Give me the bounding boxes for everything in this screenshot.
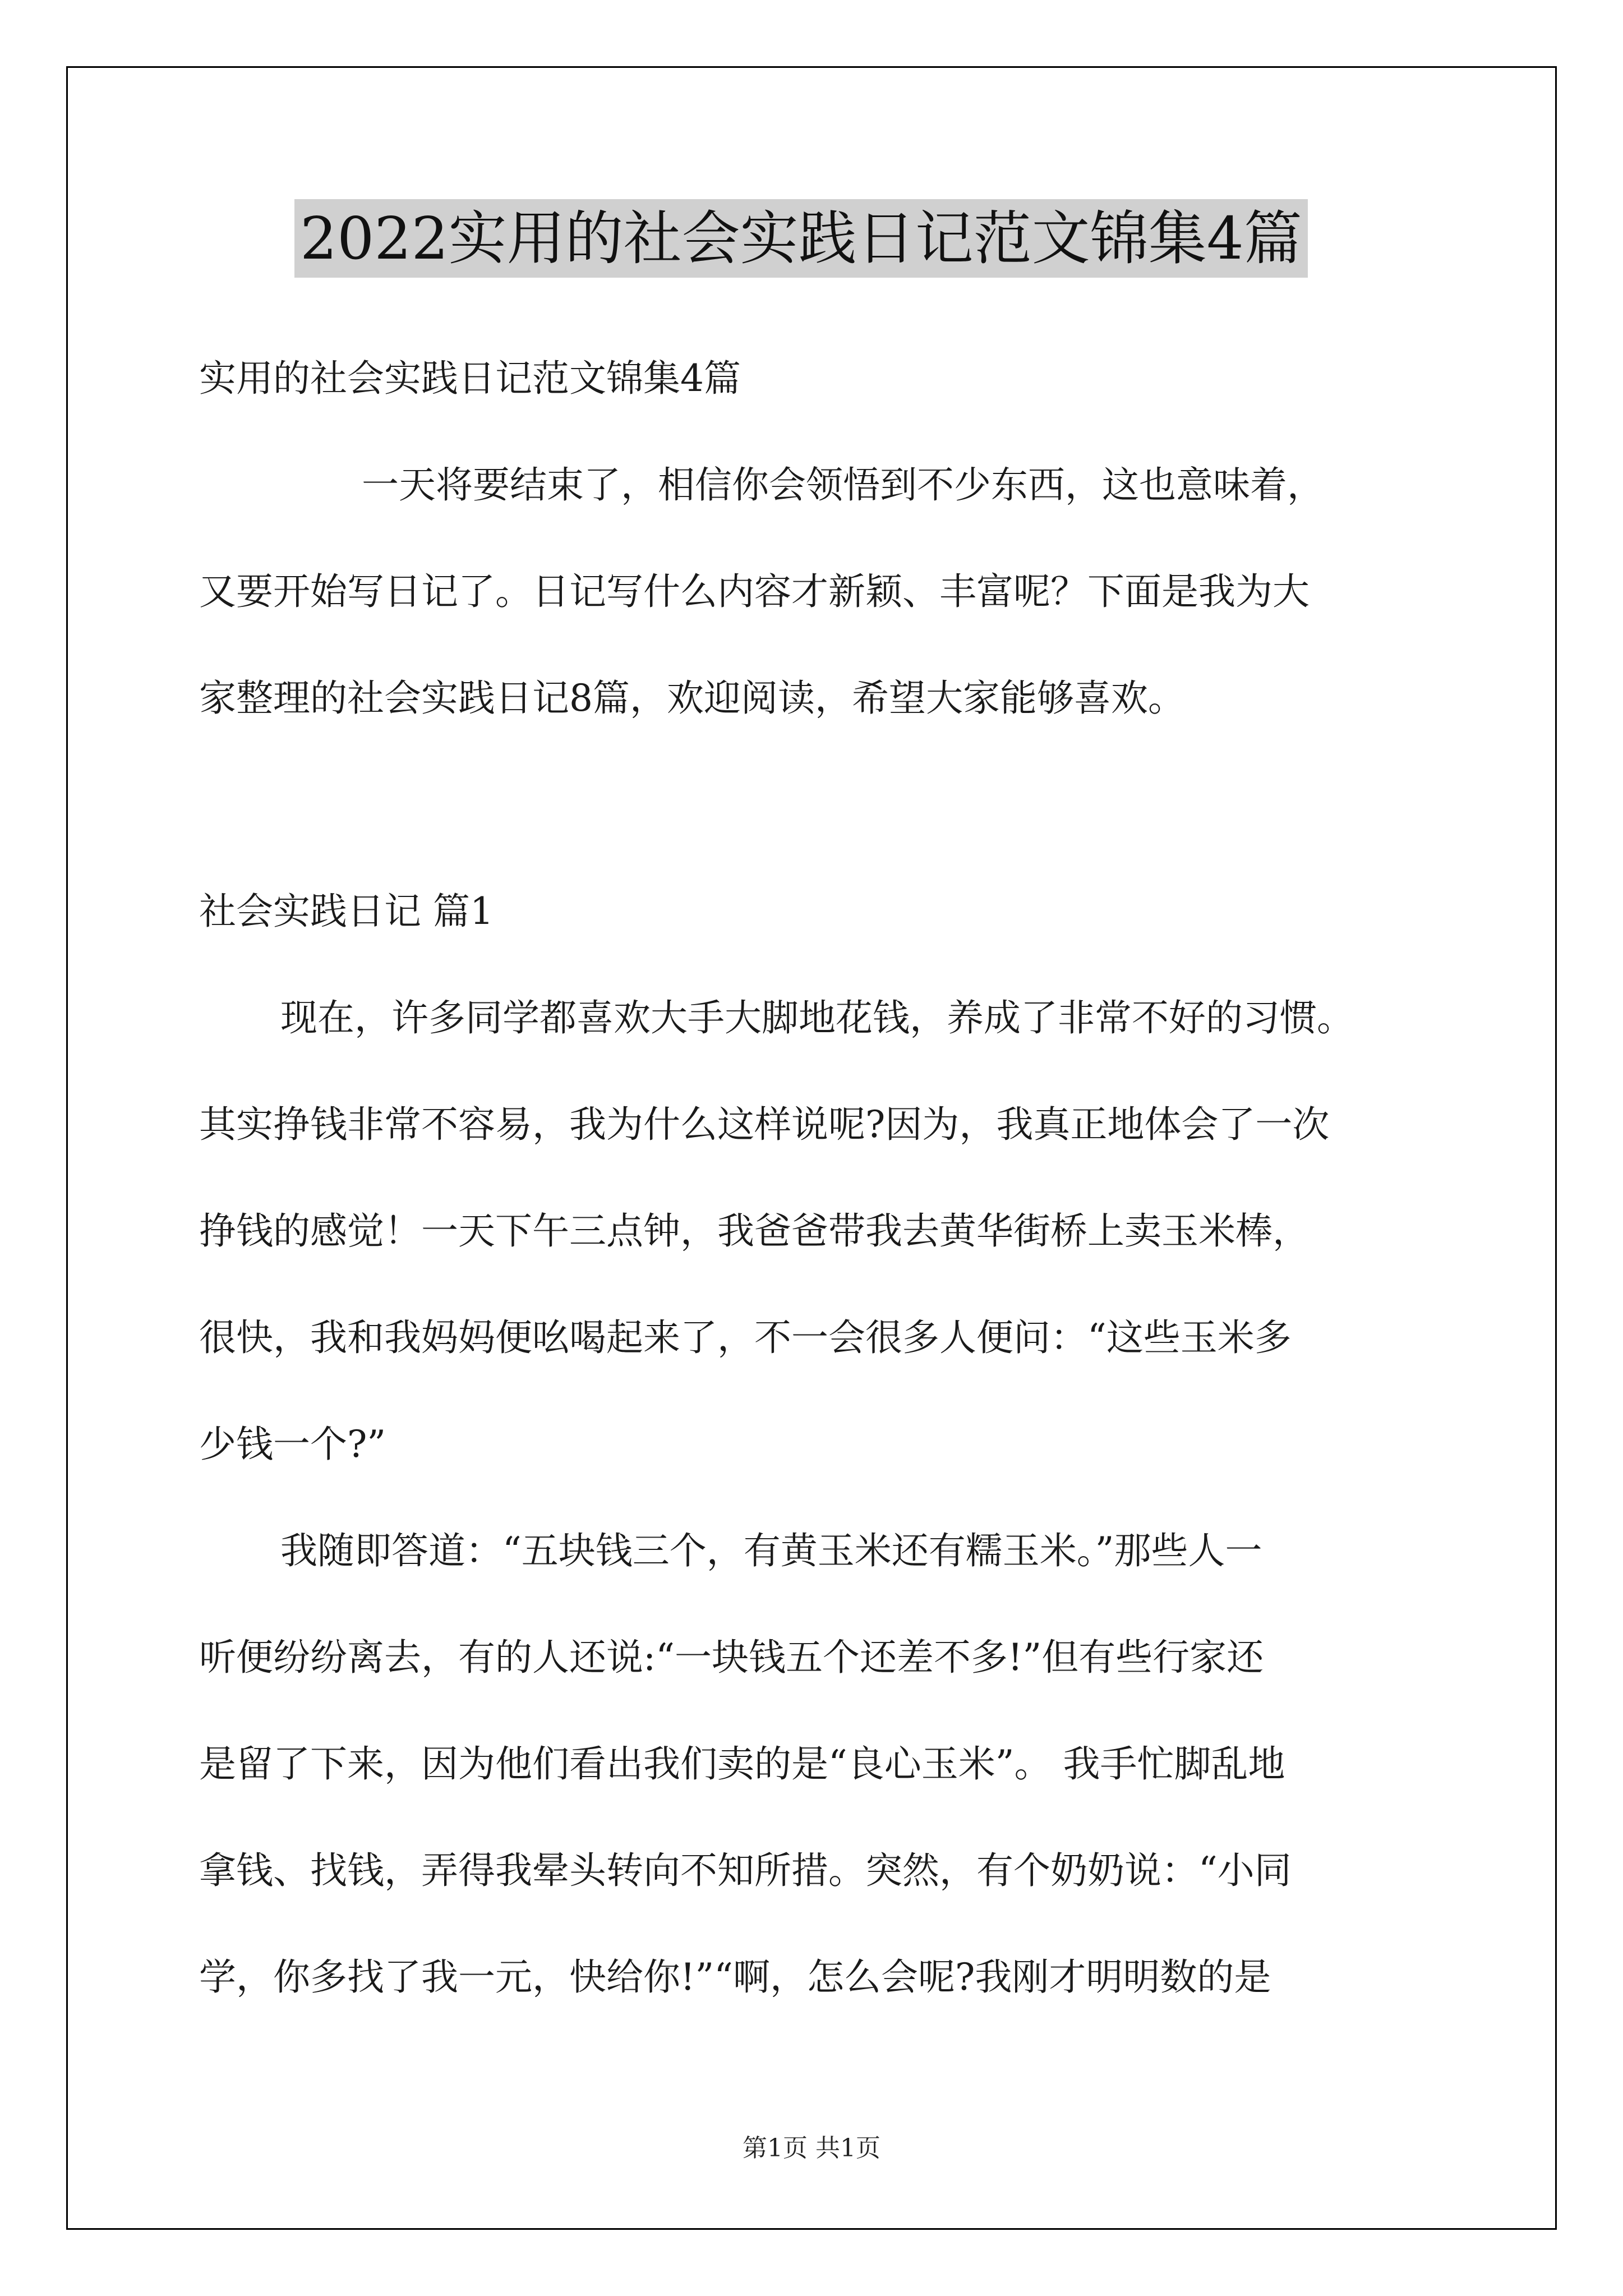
document-title: 2022实用的社会实践日记范文锦集4篇 — [294, 199, 1308, 278]
paragraph-line: 是留了下来，因为他们看出我们卖的是“良心玉米”。 我手忙脚乱地 — [199, 1742, 1285, 1786]
paragraph-line: 我随即答道：“五块钱三个，有黄玉米还有糯玉米。”那些人一 — [280, 1529, 1262, 1572]
paragraph-line: 学，你多找了我一元，快给你!”“啊，怎么会呢?我刚才明明数的是 — [199, 1955, 1271, 1999]
paragraph-line: 挣钱的感觉！一天下午三点钟，我爸爸带我去黄华街桥上卖玉米棒， — [199, 1209, 1310, 1253]
paragraph-line: 其实挣钱非常不容易，我为什么这样说呢?因为，我真正地体会了一次 — [199, 1103, 1330, 1146]
document-subtitle: 实用的社会实践日记范文锦集4篇 — [199, 357, 741, 400]
intro-line: 家整理的社会实践日记8篇，欢迎阅读，希望大家能够喜欢。 — [199, 677, 1185, 720]
paragraph-line: 拿钱、找钱，弄得我晕头转向不知所措。突然，有个奶奶说：“小同 — [199, 1849, 1292, 1892]
paragraph-line: 听便纷纷离去，有的人还说:“一块钱五个还差不多!”但有些行家还 — [199, 1636, 1264, 1679]
page-footer: 第1页 共1页 — [743, 2134, 880, 2162]
intro-line: 一天将要结束了，相信你会领悟到不少东西，这也意味着， — [362, 463, 1324, 507]
paragraph-line: 少钱一个?” — [199, 1423, 386, 1466]
intro-line: 又要开始写日记了。日记写什么内容才新颖、丰富呢？下面是我为大 — [199, 570, 1310, 613]
section-heading: 社会实践日记 篇1 — [199, 890, 494, 933]
paragraph-line: 很快，我和我妈妈便吆喝起来了，不一会很多人便问：“这些玉米多 — [199, 1316, 1292, 1359]
paragraph-line: 现在，许多同学都喜欢大手大脚地花钱，养成了非常不好的习惯。 — [280, 996, 1354, 1039]
